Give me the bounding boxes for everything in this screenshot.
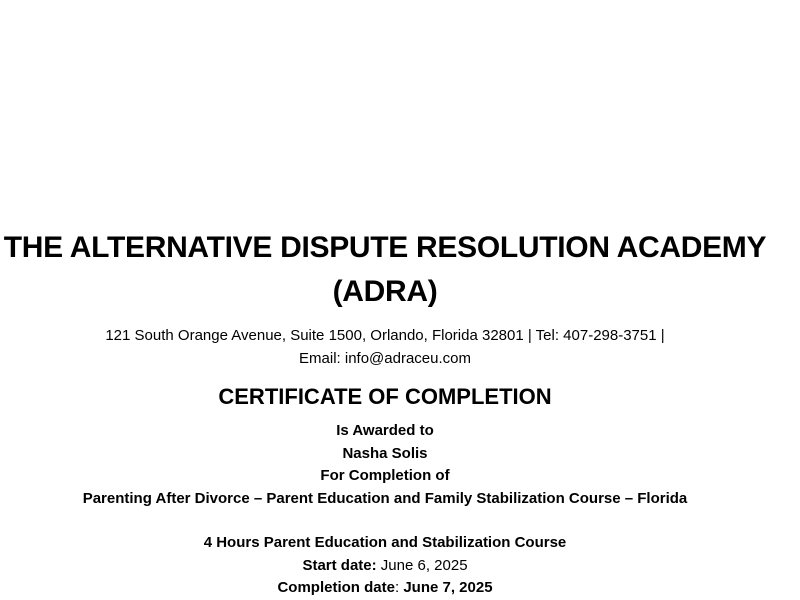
organization-name-line2: (ADRA) bbox=[332, 275, 438, 308]
certificate-document bbox=[0, 226, 770, 600]
organization-name-line1: THE ALTERNATIVE DISPUTE RESOLUTION ACADEMY bbox=[3, 231, 767, 264]
course-hours: 4 Hours Parent Education and Stabilization Course bbox=[203, 534, 567, 551]
awarded-label: Is Awarded to bbox=[336, 422, 434, 439]
completion-date-value: June 7, 2025 bbox=[403, 579, 493, 596]
completion-date-separator: : bbox=[394, 579, 404, 596]
recipient-name: Nasha Solis bbox=[342, 444, 428, 462]
email-line: Email: info@adraceu.com bbox=[299, 350, 471, 367]
start-date-label: Start date: bbox=[302, 556, 377, 574]
address-line: 121 South Orange Avenue, Suite 1500, Orlando, Florida 32801 | Tel: 407-298-3751 | bbox=[105, 327, 665, 344]
completion-label: For Completion of bbox=[320, 467, 450, 484]
course-name: Parenting After Divorce – Parent Education and Family Stabilization Course – Florida bbox=[82, 489, 688, 507]
contact-info bbox=[0, 324, 770, 370]
course-details bbox=[0, 532, 770, 600]
award-details bbox=[0, 420, 770, 510]
certificate-title: CERTIFICATE OF COMPLETION bbox=[218, 384, 552, 409]
start-date-row bbox=[0, 555, 770, 578]
start-date-value: June 6, 2025 bbox=[376, 556, 468, 574]
completion-date-row bbox=[0, 577, 770, 600]
organization-name bbox=[0, 226, 770, 314]
completion-date-label: Completion date bbox=[277, 579, 395, 596]
